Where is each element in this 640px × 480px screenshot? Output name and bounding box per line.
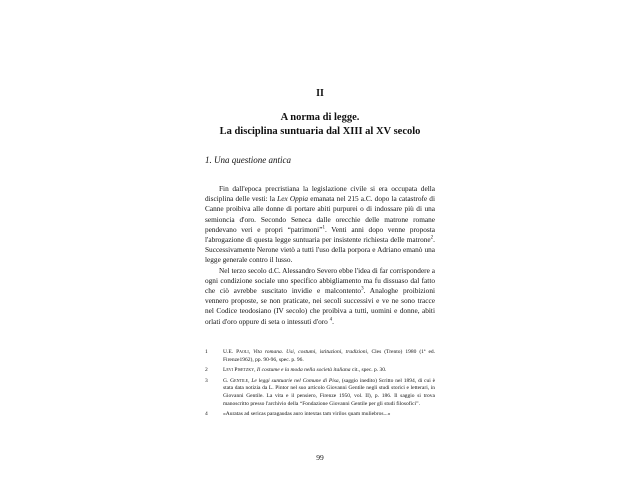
footnote-number: 1 (205, 349, 208, 355)
page-number: 99 (316, 453, 324, 462)
footnote-sep: , (254, 367, 257, 374)
footnote-sep: , (248, 349, 254, 355)
chapter-number: II (316, 88, 324, 99)
footnote (205, 378, 435, 408)
footnote-ref-4[interactable]: 4 (329, 317, 333, 323)
footnote-title: Il costume e la moda nella società italiana (256, 367, 351, 374)
footnote-title: Vita romana. Usi, costumi, istituzioni, tradizioni (253, 349, 368, 355)
paragraph-1-text-cont: emanata nel 215 a.C. dopo la catastrofe di Canne proibiva alle donne di portare abiti purpurei o di indossare più di una semioncia d'oro. Secondo Seneca dalle orecchie delle matrone romane pendevano veri e propri “patrimoni” (205, 194, 435, 234)
footnotes (205, 349, 435, 422)
footnote (205, 411, 435, 419)
paragraph-1-text-end: . Successivamente Nerone vietò a tutti l'uso della porpora e Adriano emanò una legge generale contro il lusso. (205, 235, 435, 265)
footnote-author: Levi Pisetzky (223, 367, 255, 374)
paragraph-2-text: Nel terzo secolo d.C. Alessandro Severo ebbe l'idea di far corrispondere a ogni condizione sociale uno specifico abbigliamento ma fu dissuaso dal fatto che ciò avrebbe suscitato invidie e malcontento (205, 265, 435, 296)
footnote-details: , (saggio inedito) Scritto nel 1894, di cui è stata data notizia da L. Pintor nel suo articolo Giovanni Gentile negli studi storici e letterari, in Giovanni Gentile. La vita e il pensiero, Firenze 1950, vol. II), p. 186. Il saggio si trova manoscritto presso l'archivio della “Fondazione Giovanni Gentile per gli studi filosofici”. (223, 377, 436, 407)
chapter-title (0, 111, 640, 139)
footnote-number: 3 (205, 377, 208, 384)
footnote-number: 2 (205, 367, 208, 374)
footnote-number: 4 (205, 411, 208, 418)
paragraph-2-end: . (332, 316, 334, 326)
footnote-sep: , (248, 377, 252, 384)
footnote-author: G. Gentile (223, 377, 249, 384)
body-text (205, 184, 435, 327)
footnote-details: cit., spec. p. 30. (350, 367, 387, 374)
footnote-author: U.E. Paoli (223, 349, 249, 355)
footnote-ref-2[interactable]: 2 (430, 235, 434, 241)
section-heading: 1. Una questione antica (205, 155, 291, 165)
lex-oppia-title: Lex Oppia (277, 194, 309, 204)
paragraph-2 (205, 266, 435, 327)
paragraph-1 (205, 184, 435, 266)
footnote-details: «Auratas ad sericas paragaudas auro intextas tam virilos quam muliebros...» (223, 411, 391, 418)
footnote (205, 349, 435, 364)
footnote-ref-1[interactable]: 1 (322, 225, 325, 231)
paragraph-1-text-cont: . Venti anni dopo venne proposta l'abrogazione di questa legge suntuaria per insistente richiesta delle matrone (205, 224, 435, 245)
chapter-title-line-1: A norma di legge. (280, 112, 360, 123)
footnote-title: Le leggi suntuarie nel Comune di Pisa (251, 377, 339, 384)
paragraph-1-text: Fin dall'epoca precristiana la legislazione civile si era occupata della disciplina delle vesti: la (205, 184, 435, 204)
paragraph-2-text-cont: . Analoghe proibizioni vennero proposte, se non praticate, nei secoli successivi e ve ne sono tracce nel Codice teodosiano (IV secolo) che proibiva a tutti, uomini e donne, abiti orlati d'oro oppure di seta o intessuti d'oro (205, 286, 435, 326)
chapter-title-line-2: La disciplina suntuaria dal XIII al XV secolo (219, 126, 421, 137)
footnote-ref-3[interactable]: 3 (361, 286, 364, 292)
footnote (205, 367, 435, 375)
footnote-details: , Cles (Trento) 1980 (1ª ed. Firenze1962), pp. 90-96, spec. p. 96. (223, 349, 436, 363)
